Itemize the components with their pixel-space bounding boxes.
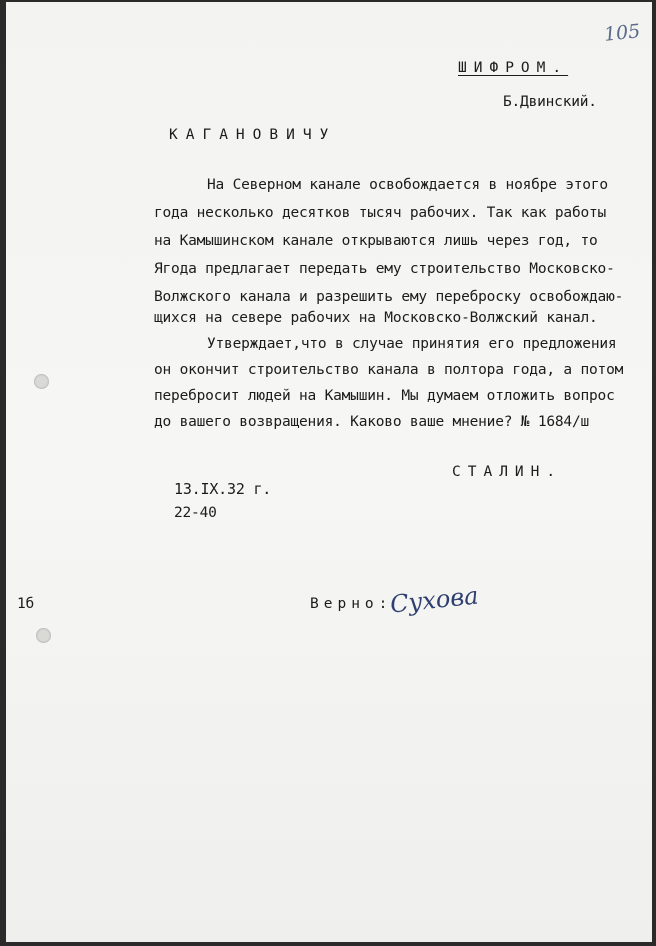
- body-line: Волжского канала и разрешить ему переброску освобождаю-: [154, 289, 624, 305]
- body-line: щихся на севере рабочих на Московско-Волжский канал.: [154, 310, 598, 326]
- sender-location: Б.Двинский.: [503, 94, 597, 110]
- body-line: на Камышинском канале открываются лишь через год, то: [154, 233, 598, 249]
- date: 13.IX.32 г.: [174, 480, 272, 498]
- addressee: КАГАНОВИЧУ: [169, 127, 337, 143]
- body-line: года несколько десятков тысяч рабочих. Так как работы: [154, 205, 607, 221]
- verified-label: Верно:: [310, 596, 393, 612]
- verified-signature: Сухова: [388, 581, 480, 619]
- body-line: Утверждает,что в случае принятия его предложения: [207, 336, 617, 352]
- body-line: до вашего возвращения. Каково ваше мнение? № 1684/ш: [154, 414, 590, 430]
- signature: СТАЛИН.: [452, 464, 563, 480]
- body-line: Ягода предлагает передать ему строительство Московско-: [154, 261, 615, 277]
- body-line: На Северном канале освобождается в ноябре этого: [207, 177, 608, 193]
- archive-page-number: 105: [602, 20, 642, 46]
- time: 22-40: [174, 505, 217, 521]
- body-line: он окончит строительство канала в полтора года, а потом: [154, 362, 624, 378]
- punch-hole-top: [34, 374, 49, 389]
- cipher-header: ШИФРОМ.: [458, 60, 569, 76]
- document-page: [6, 2, 652, 942]
- copy-mark: 1б: [17, 596, 35, 612]
- punch-hole-bottom: [36, 628, 51, 643]
- body-line: перебросит людей на Камышин. Мы думаем отложить вопрос: [154, 388, 615, 404]
